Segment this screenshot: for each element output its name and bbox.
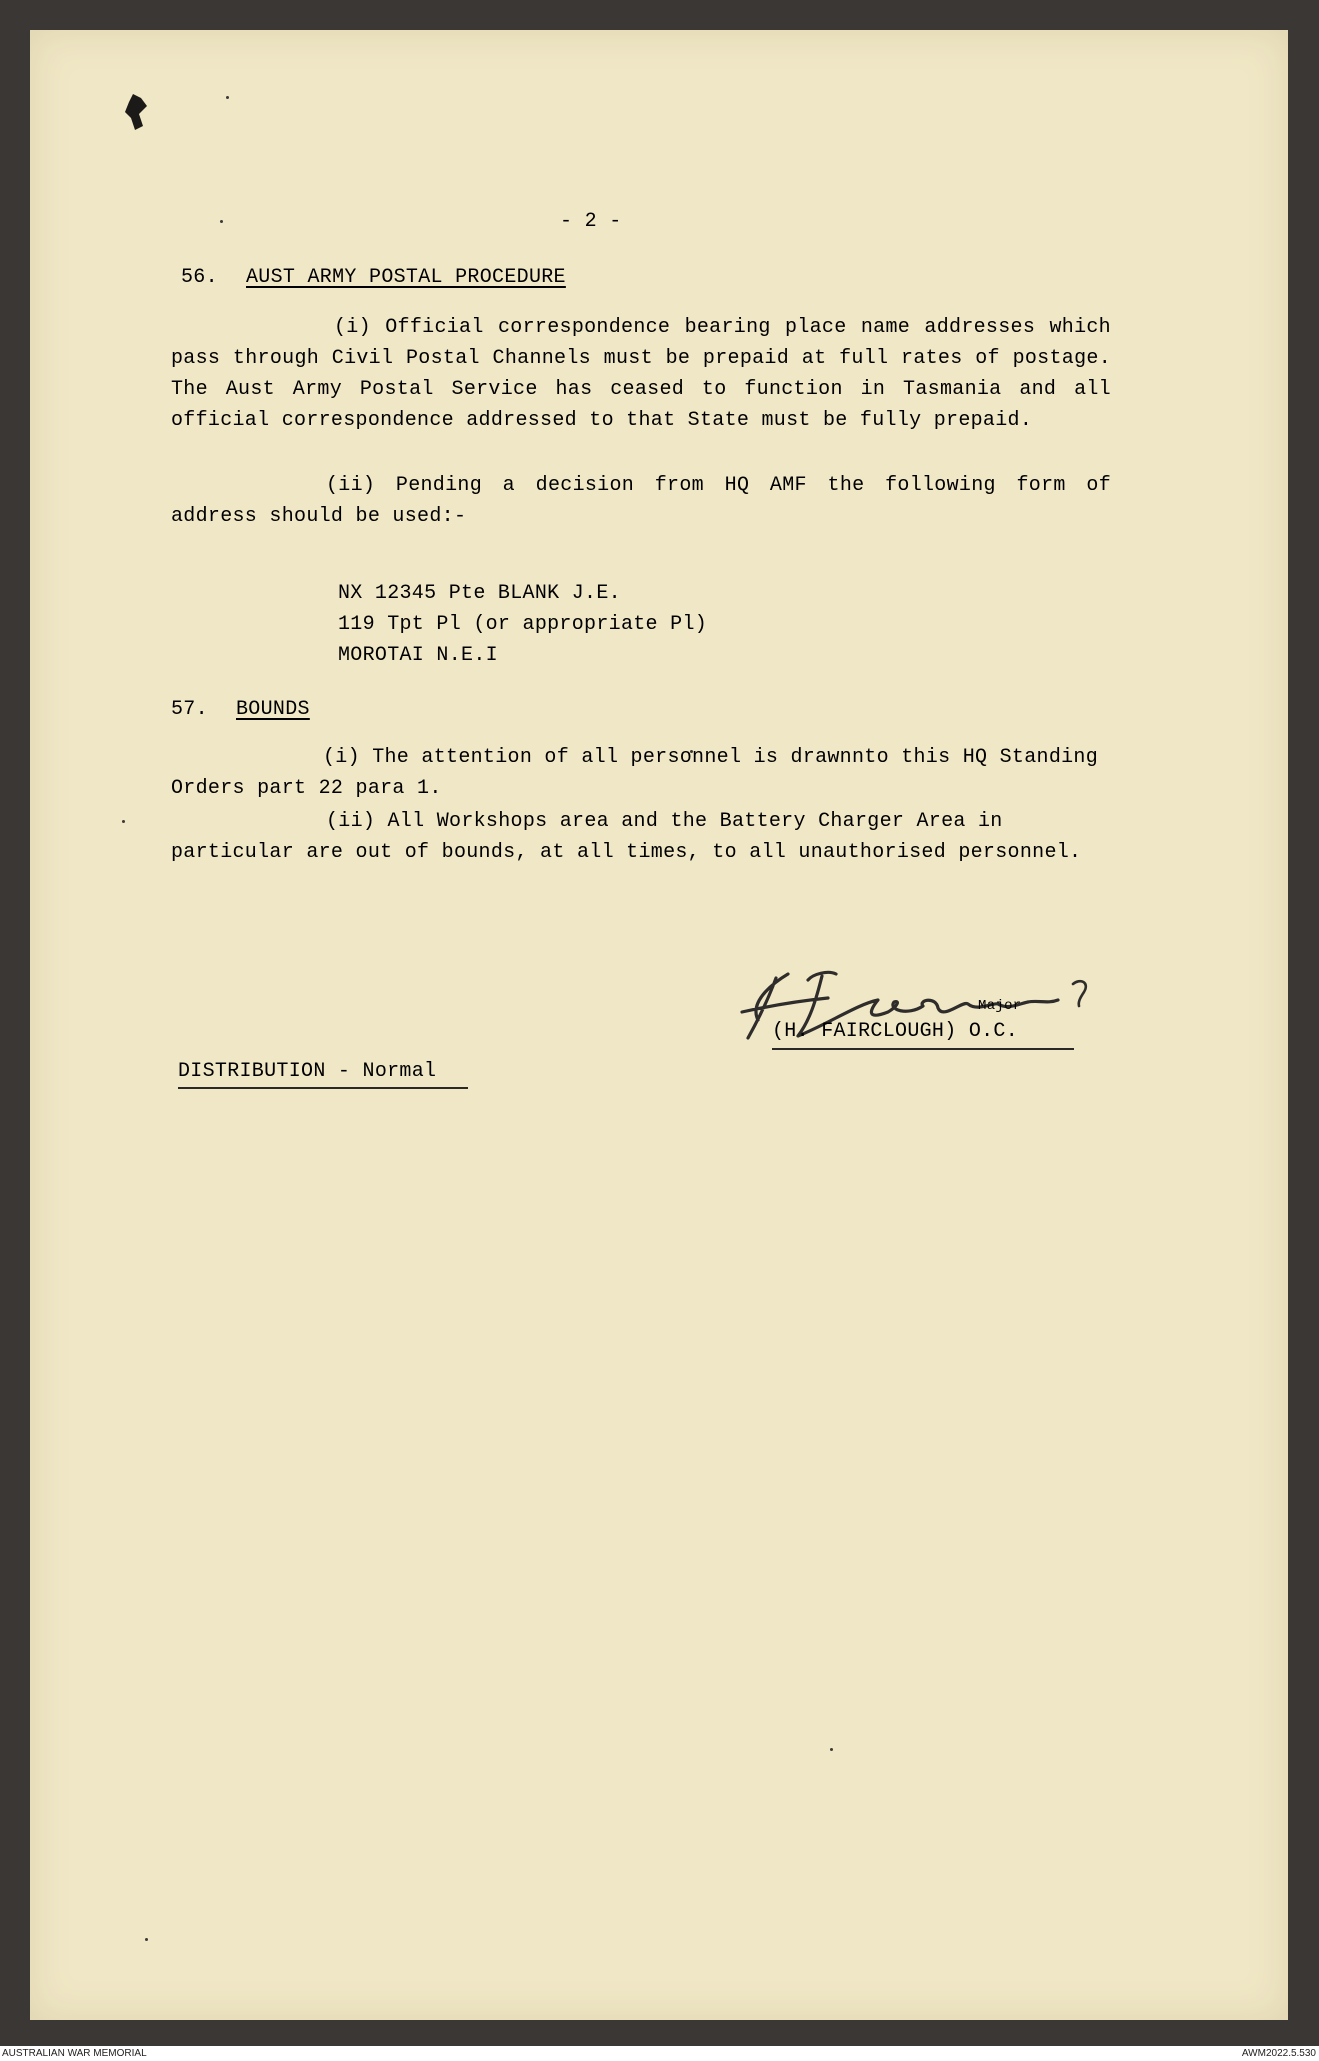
section-56-paragraph-ii: (ii) Pending a decision from HQ AMF the following form of address should be used:- [171,474,1111,528]
signature-name: (H. FAIRCLOUGH) O.C. [772,1020,1019,1043]
section-57-paragraph-ii: (ii) All Workshops area and the Battery Charger Area in particular are out of bounds, at all times, to all unauthorised personnel. [171,810,1082,864]
speck [220,220,223,223]
footer-reference: AWM2022.5.530 [1241,2048,1316,2059]
section-57-number: 57. [171,698,208,721]
speck [145,1938,148,1941]
section-57-heading: BOUNDS [236,698,310,721]
address-line-1: NX 12345 Pte BLANK J.E. [338,582,621,605]
section-56-number: 56. [181,266,218,289]
speck [830,1748,833,1751]
archive-footer [0,2046,1319,2061]
section-56-paragraph-i: (i) Official correspondence bearing place name addresses which pass through Civil Postal Channels must be prepaid at full rates of postage. The Aust Army Postal Service has ceased to function in Tasmania and all official correspondence addressed to that State must be fully prepaid. [171,316,1111,432]
speck [122,820,125,823]
address-line-3: MOROTAI N.E.I [338,644,498,667]
address-line-2: 119 Tpt Pl (or appropriate Pl) [338,613,708,636]
section-56-heading: AUST ARMY POSTAL PROCEDURE [246,266,566,289]
speck [226,96,229,99]
signature-rank: Major [978,998,1022,1014]
ink-blot [119,92,151,132]
page-number: - 2 - [560,210,622,233]
signature-underline [772,1048,1074,1050]
distribution-line: DISTRIBUTION - Normal [178,1060,437,1083]
distribution-underline [178,1087,468,1089]
footer-institution: AUSTRALIAN WAR MEMORIAL [2,2048,147,2059]
address-block [338,578,707,671]
section-57-paragraph-i: (i) The attention of all personnel is drawnnto this HQ Standing Orders part 22 para 1. [171,746,1099,800]
